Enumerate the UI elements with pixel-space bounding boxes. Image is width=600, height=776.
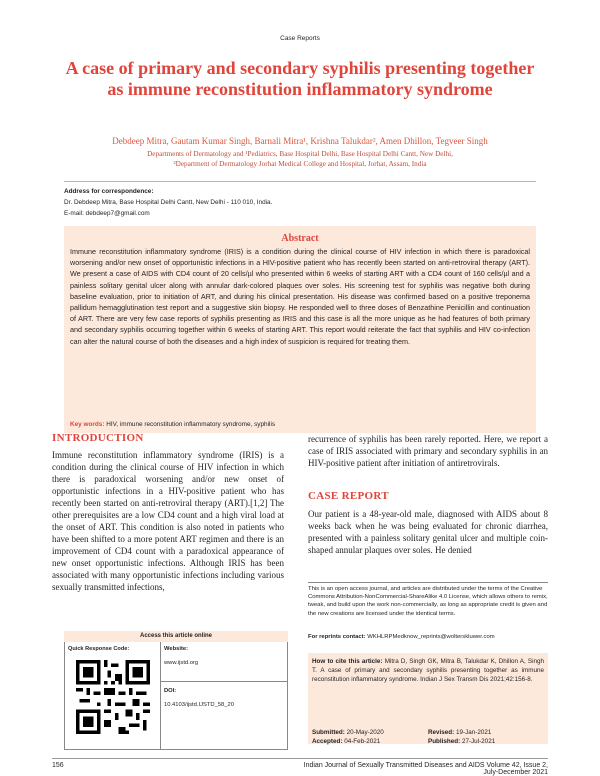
introduction-continued: recurrence of syphilis has been rarely reported. Here, we report a case of IRIS associated with primary and secondary syphilis in an HIV-positive patient after initiation of antiretrovirals. (308, 434, 548, 468)
abstract-text: Immune reconstitution inflammatory syndrome (IRIS) is a condition during the clinical course of HIV infection in which there is paradoxical worsening and/or new onset of opportunistic infections in a HIV-positive patient who has recently been started on anti-retroviral therapy (ART). We present a case of AIDS with CD4 count of 20 cells/µl who presented within 6 weeks of starting ART with a CD4 count of 160 cells/µl and a painless solitary genital ulcer along with annular dark-colored plaques over soles. His screening test for syphilis was negative both during baseline evaluation, prior to initiation of ART, and during his clinical presentation. His disease was confirmed based on a positive treponema pallidum hemagglutination test report and a suggestive skin biopsy. He responded well to three doses of Benzathine Penicillin and continuation of ART. There are very few case reports of syphilis presenting as IRIS and this case is all the more unique as he had features of both primary and secondary syphilis occurring together within 6 weeks of starting ART. This report would reiterate the fact that syphilis and HIV co-infection can alter the natural course of both the diseases and a high index of suspicion is required for treating them. (70, 247, 530, 346)
reprints-label: For reprints contact: (308, 634, 366, 640)
introduction-text: Immune reconstitution inflammatory syndrome (IRIS) is a condition during the clinical course of HIV infection in which there is paradoxical worsening and/or new onset of opportunistic infections in a HIV-positive patient who has recently been started on anti-retroviral therapy (ART).[1,2] The other prerequisites are a low CD4 count and a high viral load at the onset of ART. This condition is also noted in patients who have been shifted to a more potent ART regimen and there is an improvement of CD4 count with a paradoxical appearance of new onset opportunistic infections. Although IRIS has been associated with many opportunistic infections including various sexually transmitted infections, (52, 450, 284, 592)
affiliations (40, 149, 560, 169)
page-number: 156 (52, 762, 64, 769)
keywords-label: Key words: (70, 421, 105, 428)
website-link[interactable]: www.ijstd.org (164, 660, 199, 666)
correspondence-block (64, 186, 536, 219)
case-report-text: Our patient is a 48-year-old male, diagnosed with AIDS about 8 weeks back when he was being evaluated for chronic diarrhea, presented with a painless solitary genital ulcer and multiple coin-shaped annular plaques over soles. He denied (308, 509, 548, 555)
citation-label: How to cite this article: (312, 658, 383, 665)
divider (308, 582, 548, 583)
affiliation-line-1: Departments of Dermatology and ¹Pediatrics, Base Hospital Delhi, Base Hospital Delhi Cantt, New Delhi, (147, 150, 453, 158)
access-heading: Access this article online (64, 631, 288, 642)
correspondence-heading: Address for correspondence: (64, 188, 154, 195)
open-access-notice: This is an open access journal, and articles are distributed under the terms of the Creative Commons Attribution-NonCommercial-ShareAlike 4.0 License, which allows others to remix, tweak, and build upon the work non-commercially, as long as appropriate credit is given and the new creations are licensed under the identical terms. (308, 586, 548, 617)
divider (160, 642, 161, 750)
correspondence-email[interactable]: E-mail: debdeep7@gmail.com (64, 210, 150, 217)
citation-body: Mitra D, Singh GK, Mitra B, Talukdar K, Dhillon A, Singh T. A case of primary and secondary syphilis presenting together as immune reconstitution inflammatory syndrome. Indian J Sex Transm Dis 2021;42:156-8. (312, 658, 544, 683)
article-title: A case of primary and secondary syphilis presenting together as immune reconstitution inflammatory syndrome (65, 58, 535, 99)
journal-footer: Indian Journal of Sexually Transmitted Diseases and AIDS Volume 42, Issue 2, July-December 2021 (303, 762, 548, 776)
case-report-heading: CASE REPORT (308, 490, 389, 502)
divider (64, 181, 536, 182)
introduction-heading: INTRODUCTION (52, 432, 144, 444)
affiliation-line-2: ²Department of Dermatology Jorhat Medical College and Hospital, Jorhat, Assam, India (173, 160, 427, 168)
reprints-contact (308, 634, 548, 640)
published-date: Published: 27-Jul-2021 (428, 738, 496, 745)
citation-text (312, 657, 544, 684)
reprints-email[interactable]: WKHLRPMedknow_reprints@wolterskluwer.com (367, 634, 495, 640)
keywords (70, 421, 530, 428)
submitted-date: Submitted: 20-May-2020 (312, 729, 384, 736)
section-label: Case Reports (280, 35, 320, 42)
footer-divider (52, 758, 548, 759)
keywords-value: HIV, immune reconstitution inflammatory syndrome, syphilis (106, 421, 276, 428)
revised-date: Revised: 19-Jan-2021 (428, 729, 492, 736)
divider (160, 681, 288, 682)
qr-label: Quick Response Code: (68, 646, 130, 652)
author-list: Debdeep Mitra, Gautam Kumar Singh, Barnali Mitra¹, Krishna Talukdar², Amen Dhillon, Tegveer Singh (112, 136, 488, 146)
doi-label: DOI: (164, 688, 177, 694)
qr-code-icon[interactable] (76, 660, 150, 734)
abstract-heading: Abstract (281, 233, 319, 244)
doi-link[interactable]: 10.4103/ijstd.IJSTD_58_20 (164, 702, 234, 708)
correspondence-address: Dr. Debdeep Mitra, Base Hospital Delhi Cantt, New Delhi - 110 010, India. (64, 199, 273, 206)
website-label: Website: (164, 646, 189, 652)
accepted-date: Accepted: 04-Feb-2021 (312, 738, 381, 745)
